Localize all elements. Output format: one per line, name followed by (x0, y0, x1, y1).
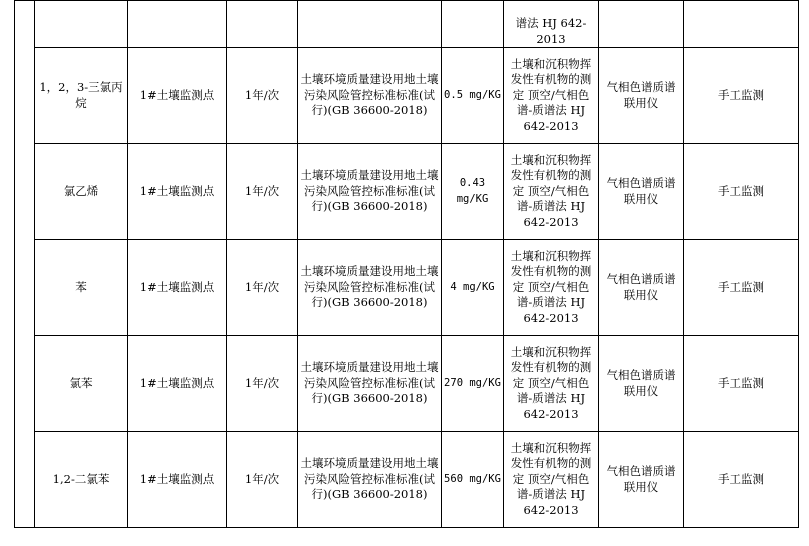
limit-cell: 560 mg/KG (442, 432, 504, 528)
instrument-cell: 气相色谱质谱联用仪 (599, 240, 684, 336)
site-cell: 1#土壤监测点 (128, 240, 227, 336)
method-cell: 土壤和沉积物挥发性有机物的测定 顶空/气相色谱-质谱法 HJ 642-2013 (504, 432, 599, 528)
limit-cell: 0.43 mg/KG (442, 144, 504, 240)
mode-cell: 手工监测 (684, 48, 799, 144)
instrument-cell: 气相色谱质谱联用仪 (599, 48, 684, 144)
table-row (15, 48, 799, 144)
table-row (15, 240, 799, 336)
table-row (15, 432, 799, 528)
substance-cell: 1,2-二氯苯 (35, 432, 128, 528)
method-cell-tail: 谱法 HJ 642- 2013 (504, 1, 599, 48)
limit-cell: 0.5 mg/KG (442, 48, 504, 144)
method-cell: 土壤和沉积物挥发性有机物的测定 顶空/气相色谱-质谱法 HJ 642-2013 (504, 48, 599, 144)
frequency-cell: 1年/次 (227, 336, 298, 432)
frequency-cell: 1年/次 (227, 144, 298, 240)
limit-cell: 4 mg/KG (442, 240, 504, 336)
substance-cell: 氯乙烯 (35, 144, 128, 240)
substance-cell: 1，2，3-三氯丙烷 (35, 48, 128, 144)
standard-cell: 土壤环境质量建设用地土壤污染风险管控标准标准(试行)(GB 36600-2018) (298, 240, 442, 336)
frequency-cell: 1年/次 (227, 432, 298, 528)
substance-cell: 氯苯 (35, 336, 128, 432)
mode-cell: 手工监测 (684, 240, 799, 336)
mode-cell: 手工监测 (684, 432, 799, 528)
method-cell: 土壤和沉积物挥发性有机物的测定 顶空/气相色谱-质谱法 HJ 642-2013 (504, 144, 599, 240)
standard-cell: 土壤环境质量建设用地土壤污染风险管控标准标准(试行)(GB 36600-2018) (298, 432, 442, 528)
mode-cell: 手工监测 (684, 144, 799, 240)
standard-cell: 土壤环境质量建设用地土壤污染风险管控标准标准(试行)(GB 36600-2018) (298, 336, 442, 432)
instrument-cell: 气相色谱质谱联用仪 (599, 432, 684, 528)
mode-cell: 手工监测 (684, 336, 799, 432)
substance-cell: 苯 (35, 240, 128, 336)
frequency-cell: 1年/次 (227, 48, 298, 144)
method-cell: 土壤和沉积物挥发性有机物的测定 顶空/气相色谱-质谱法 HJ 642-2013 (504, 240, 599, 336)
instrument-cell: 气相色谱质谱联用仪 (599, 336, 684, 432)
category-cell (15, 1, 35, 528)
site-cell: 1#土壤监测点 (128, 48, 227, 144)
instrument-cell: 气相色谱质谱联用仪 (599, 144, 684, 240)
standard-cell: 土壤环境质量建设用地土壤污染风险管控标准标准(试行)(GB 36600-2018) (298, 144, 442, 240)
site-cell: 1#土壤监测点 (128, 144, 227, 240)
table-row (15, 144, 799, 240)
frequency-cell: 1年/次 (227, 240, 298, 336)
table-row (15, 336, 799, 432)
table-row-continued (15, 1, 799, 48)
monitoring-table (14, 0, 799, 528)
limit-cell: 270 mg/KG (442, 336, 504, 432)
standard-cell: 土壤环境质量建设用地土壤污染风险管控标准标准(试行)(GB 36600-2018) (298, 48, 442, 144)
site-cell: 1#土壤监测点 (128, 336, 227, 432)
site-cell: 1#土壤监测点 (128, 432, 227, 528)
method-cell: 土壤和沉积物挥发性有机物的测定 顶空/气相色谱-质谱法 HJ 642-2013 (504, 336, 599, 432)
